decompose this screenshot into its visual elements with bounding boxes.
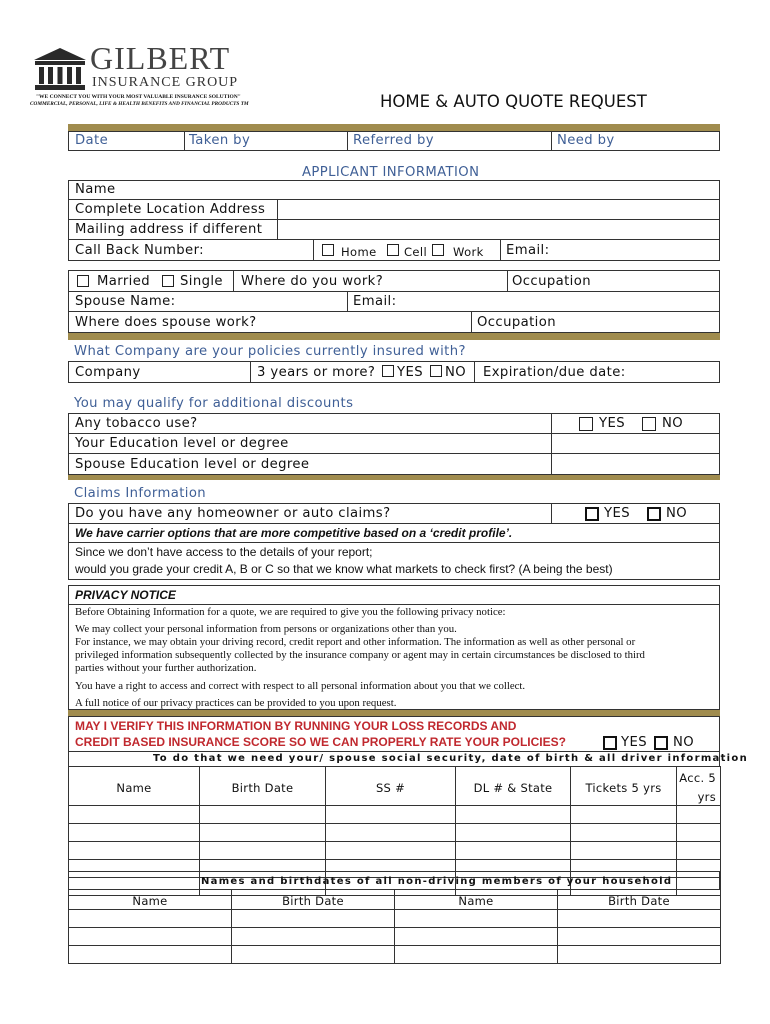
privacy-heading: PRIVACY NOTICE — [75, 588, 176, 602]
spouse-education-row — [68, 453, 720, 475]
privacy-p3c: parties without your further authorization. — [75, 662, 257, 674]
privacy-p3b: privileged information subsequently collected by the insurance company or agent may in certain circumstances be disclosed to third — [75, 649, 645, 661]
verify-no-checkbox[interactable] — [654, 736, 668, 750]
household-table — [68, 889, 721, 964]
table-row[interactable] — [69, 946, 721, 964]
claims-yes-label: YES — [604, 506, 630, 521]
years-yes-checkbox[interactable] — [382, 365, 394, 377]
spouse-work-label[interactable]: Where does spouse work? — [75, 315, 257, 330]
callback-row — [68, 239, 720, 261]
accent-bar — [68, 475, 720, 480]
spouse-work-row — [68, 311, 720, 333]
household-col-name-2: Name — [395, 890, 558, 910]
education-label[interactable]: Your Education level or degree — [75, 436, 289, 451]
spouse-email-label[interactable]: Email: — [353, 294, 397, 309]
tobacco-yes-label: YES — [599, 416, 625, 431]
company-label[interactable]: Company — [75, 365, 141, 380]
years-yes-label: YES — [397, 365, 423, 380]
claims-row — [68, 503, 720, 524]
header-row — [68, 131, 720, 151]
drivers-title: To do that we need your/ spouse social security, date of birth & all driver information — [153, 753, 748, 764]
single-label: Single — [180, 274, 223, 289]
household-title: Names and birthdates of all non-driving members of your household — [201, 876, 673, 887]
claims-question: Do you have any homeowner or auto claims? — [75, 506, 391, 521]
logo-products: COMMERCIAL, PERSONAL, LIFE & HEALTH BENEFITS AND FINANCIAL PRODUCTS TM — [30, 101, 249, 107]
company-logo — [28, 40, 268, 112]
verify-no-label: NO — [673, 735, 695, 750]
spouse-name-row — [68, 291, 720, 312]
household-title-row — [68, 871, 720, 890]
table-row[interactable] — [69, 824, 721, 842]
need-by-field[interactable]: Need by — [557, 133, 615, 148]
marital-row — [68, 270, 720, 292]
household-header-row — [69, 890, 721, 910]
years-no-label: NO — [445, 365, 467, 380]
household-col-name-1: Name — [69, 890, 232, 910]
years-question: 3 years or more? — [257, 365, 376, 380]
household-col-birth-date-1: Birth Date — [232, 890, 395, 910]
credit-line-2[interactable]: would you grade your credit A, B or C so that we know what markets to check first? (A being the best) — [75, 562, 613, 576]
drivers-title-row — [68, 751, 748, 767]
education-row — [68, 433, 720, 454]
discounts-heading: You may qualify for additional discounts — [74, 396, 354, 411]
spouse-occupation-label[interactable]: Occupation — [477, 315, 556, 330]
logo-subname: INSURANCE GROUP — [92, 75, 239, 90]
claims-no-label: NO — [666, 506, 688, 521]
verify-row — [68, 716, 720, 752]
married-label: Married — [97, 274, 151, 289]
logo-name: GILBERT — [90, 40, 231, 76]
expiration-date-label[interactable]: Expiration/due date: — [483, 365, 626, 380]
home-label: Home — [341, 245, 377, 259]
drivers-col-ss: SS # — [326, 767, 456, 806]
work-checkbox[interactable] — [432, 244, 444, 256]
home-checkbox[interactable] — [322, 244, 334, 256]
date-field[interactable]: Date — [75, 133, 109, 148]
claims-heading: Claims Information — [74, 486, 207, 501]
years-no-checkbox[interactable] — [430, 365, 442, 377]
applicant-name-label[interactable]: Name — [75, 182, 116, 197]
household-col-birth-date-2: Birth Date — [558, 890, 721, 910]
privacy-notice-box — [68, 585, 720, 710]
spouse-education-label[interactable]: Spouse Education level or degree — [75, 457, 310, 472]
building-columns-icon — [32, 46, 88, 92]
claims-yes-checkbox[interactable] — [585, 507, 599, 521]
credit-grade-row — [68, 542, 720, 580]
form-title: HOME & AUTO QUOTE REQUEST — [380, 92, 647, 111]
drivers-col-name: Name — [69, 767, 200, 806]
location-row — [68, 199, 720, 220]
work-label: Work — [453, 245, 484, 259]
carrier-note-row — [68, 523, 720, 543]
accent-bar — [68, 124, 720, 131]
location-address-label: Complete Location Address — [75, 202, 266, 217]
claims-no-checkbox[interactable] — [647, 507, 661, 521]
table-row[interactable] — [69, 806, 721, 824]
mailing-address-label: Mailing address if different — [75, 222, 263, 237]
cell-label: Cell — [404, 245, 428, 259]
logo-tagline: "WE CONNECT YOU WITH YOUR MOST VALUABLE INSURANCE SOLUTION" — [36, 94, 241, 100]
privacy-p4: You have a right to access and correct with respect to all personal information about you that we collect. — [75, 680, 526, 692]
accent-bar — [68, 333, 720, 340]
current-policy-heading: What Company are your policies currently insured with? — [74, 344, 466, 359]
drivers-col-birth-date: Birth Date — [200, 767, 326, 806]
applicant-name-row — [68, 180, 720, 200]
email-label[interactable]: Email: — [506, 243, 550, 258]
privacy-p3a: For instance, we may obtain your driving record, credit report and other information. The information as well as other personal or — [75, 636, 636, 648]
tobacco-no-checkbox[interactable] — [642, 417, 656, 431]
tobacco-no-label: NO — [662, 416, 684, 431]
verify-yes-checkbox[interactable] — [603, 736, 617, 750]
spouse-name-label[interactable]: Spouse Name: — [75, 294, 176, 309]
table-row[interactable] — [69, 928, 721, 946]
verify-line-1: MAY I VERIFY THIS INFORMATION BY RUNNING YOUR LOSS RECORDS AND — [75, 719, 517, 733]
drivers-col-accidents: Acc. 5 yrs — [677, 767, 721, 806]
table-row[interactable] — [69, 842, 721, 860]
tobacco-label: Any tobacco use? — [75, 416, 198, 431]
occupation-label[interactable]: Occupation — [512, 274, 591, 289]
tobacco-row — [68, 413, 720, 434]
verify-yes-label: YES — [621, 735, 647, 750]
taken-by-field[interactable]: Taken by — [189, 133, 251, 148]
tobacco-yes-checkbox[interactable] — [579, 417, 593, 431]
mailing-row — [68, 219, 720, 240]
applicant-section-title: APPLICANT INFORMATION — [302, 165, 480, 180]
privacy-p1: Before Obtaining Information for a quote, we are required to give you the following privacy notice: — [75, 606, 506, 618]
drivers-header-row — [69, 767, 721, 806]
married-checkbox[interactable] — [77, 275, 89, 287]
single-checkbox[interactable] — [162, 275, 174, 287]
credit-line-1: Since we don’t have access to the details of your report; — [75, 545, 373, 559]
verify-line-2: CREDIT BASED INSURANCE SCORE SO WE CAN PROPERLY RATE YOUR POLICIES? — [75, 735, 566, 749]
drivers-col-tickets: Tickets 5 yrs — [571, 767, 677, 806]
cell-checkbox[interactable] — [387, 244, 399, 256]
referred-by-field[interactable]: Referred by — [353, 133, 435, 148]
drivers-col-dl-state: DL # & State — [456, 767, 571, 806]
company-row — [68, 361, 720, 383]
carrier-note: We have carrier options that are more competitive based on a ‘credit profile’. — [75, 526, 513, 540]
table-row[interactable] — [69, 910, 721, 928]
privacy-p2: We may collect your personal information from persons or organizations other than you. — [75, 623, 457, 635]
callback-number-label: Call Back Number: — [75, 243, 205, 258]
where-work-label[interactable]: Where do you work? — [241, 274, 384, 289]
privacy-p5: A full notice of our privacy practices can be provided to you upon request. — [75, 697, 397, 709]
